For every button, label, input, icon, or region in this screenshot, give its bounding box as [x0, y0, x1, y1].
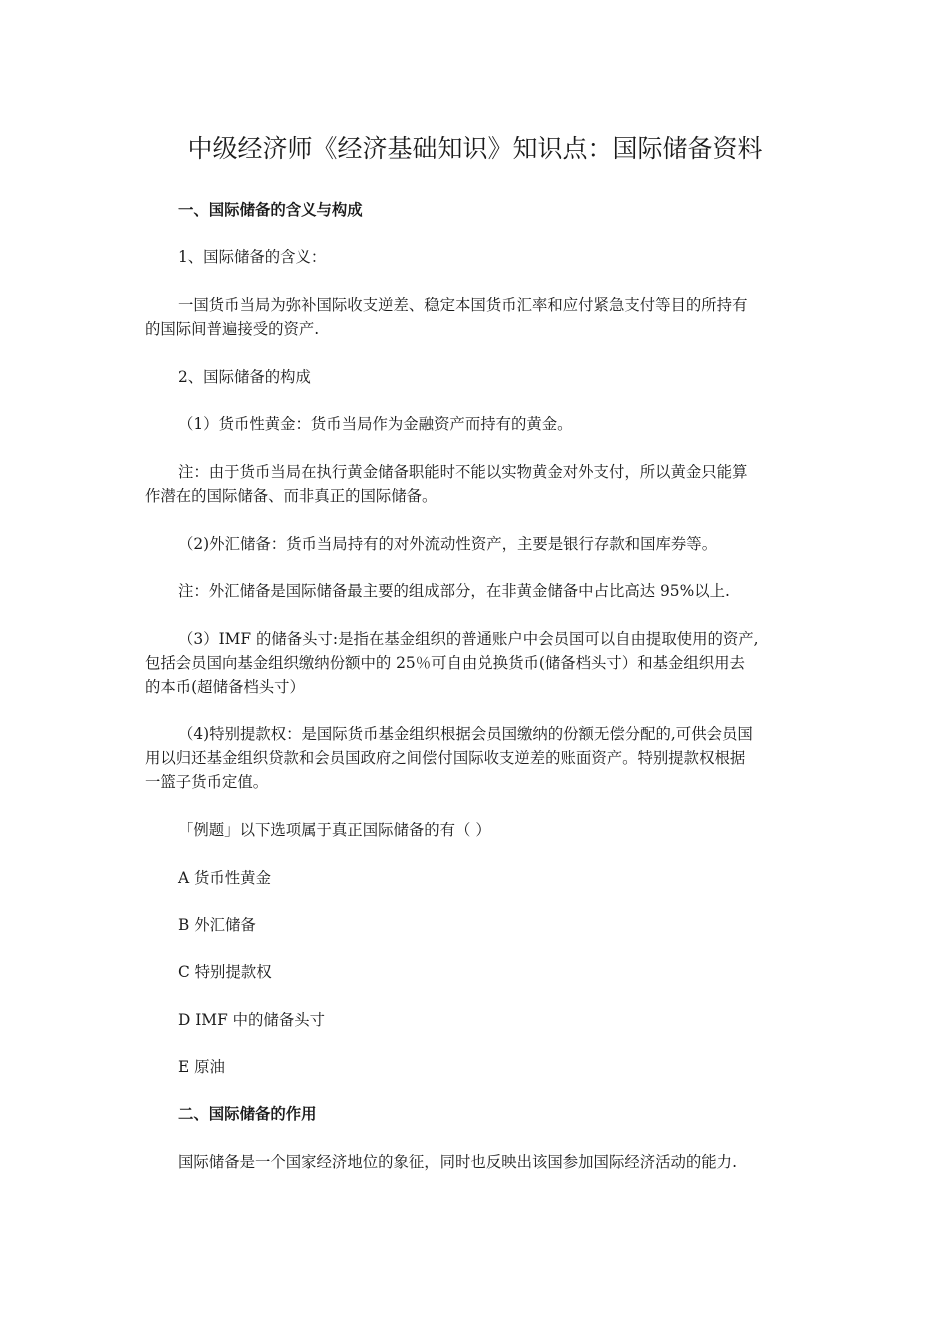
option-c: C 特别提款权: [178, 963, 272, 981]
sdr-paragraph-line-3: 一篮子货币定值。: [145, 773, 269, 791]
example-question: 「例题」以下选项属于真正国际储备的有（ ）: [178, 821, 491, 839]
forex-note: 注：外汇储备是国际储备最主要的组成部分，在非黄金储备中占比高达 95%以上.: [178, 582, 730, 600]
section-heading-role: 二、国际储备的作用: [178, 1105, 317, 1123]
subheading-definition: 1、国际储备的含义：: [178, 248, 327, 266]
sdr-paragraph-line-1: （4)特别提款权：是国际货币基金组织根据会员国缴纳的份额无偿分配的,可供会员国: [178, 725, 753, 743]
gold-note-line-1: 注：由于货币当局在执行黄金储备职能时不能以实物黄金对外支付，所以黄金只能算: [178, 463, 748, 481]
option-b: B 外汇储备: [178, 916, 256, 934]
gold-paragraph: （1）货币性黄金：货币当局作为金融资产而持有的黄金。: [178, 415, 573, 433]
sdr-paragraph-line-2: 用以归还基金组织贷款和会员国政府之间偿付国际收支逆差的账面资产。特别提款权根据: [145, 749, 746, 767]
imf-paragraph-line-1: （3）IMF 的储备头寸:是指在基金组织的普通账户中会员国可以自由提取使用的资产,: [178, 630, 759, 648]
gold-note-line-2: 作潜在的国际储备、而非真正的国际储备。: [145, 487, 438, 505]
subheading-composition: 2、国际储备的构成: [178, 368, 311, 386]
forex-paragraph: （2)外汇储备：货币当局持有的对外流动性资产，主要是银行存款和国库券等。: [178, 535, 718, 553]
definition-paragraph-line-1: 一国货币当局为弥补国际收支逆差、稳定本国货币汇率和应付紧急支付等目的所持有: [178, 296, 748, 314]
document-title: 中级经济师《经济基础知识》知识点：国际储备资料: [187, 134, 763, 163]
role-paragraph: 国际储备是一个国家经济地位的象征，同时也反映出该国参加国际经济活动的能力.: [178, 1153, 737, 1171]
imf-paragraph-line-2: 包括会员国向基金组织缴纳份额中的 25％可自由兑换货币(储备档头寸）和基金组织用去: [145, 654, 745, 672]
option-d: D IMF 中的储备头寸: [178, 1011, 325, 1029]
definition-paragraph-line-2: 的国际间普遍接受的资产.: [145, 320, 320, 338]
option-a: A 货币性黄金: [178, 869, 271, 887]
section-heading-composition: 一、国际储备的含义与构成: [178, 201, 363, 219]
imf-paragraph-line-3: 的本币(超储备档头寸）: [145, 678, 305, 696]
option-e: E 原油: [178, 1058, 225, 1076]
